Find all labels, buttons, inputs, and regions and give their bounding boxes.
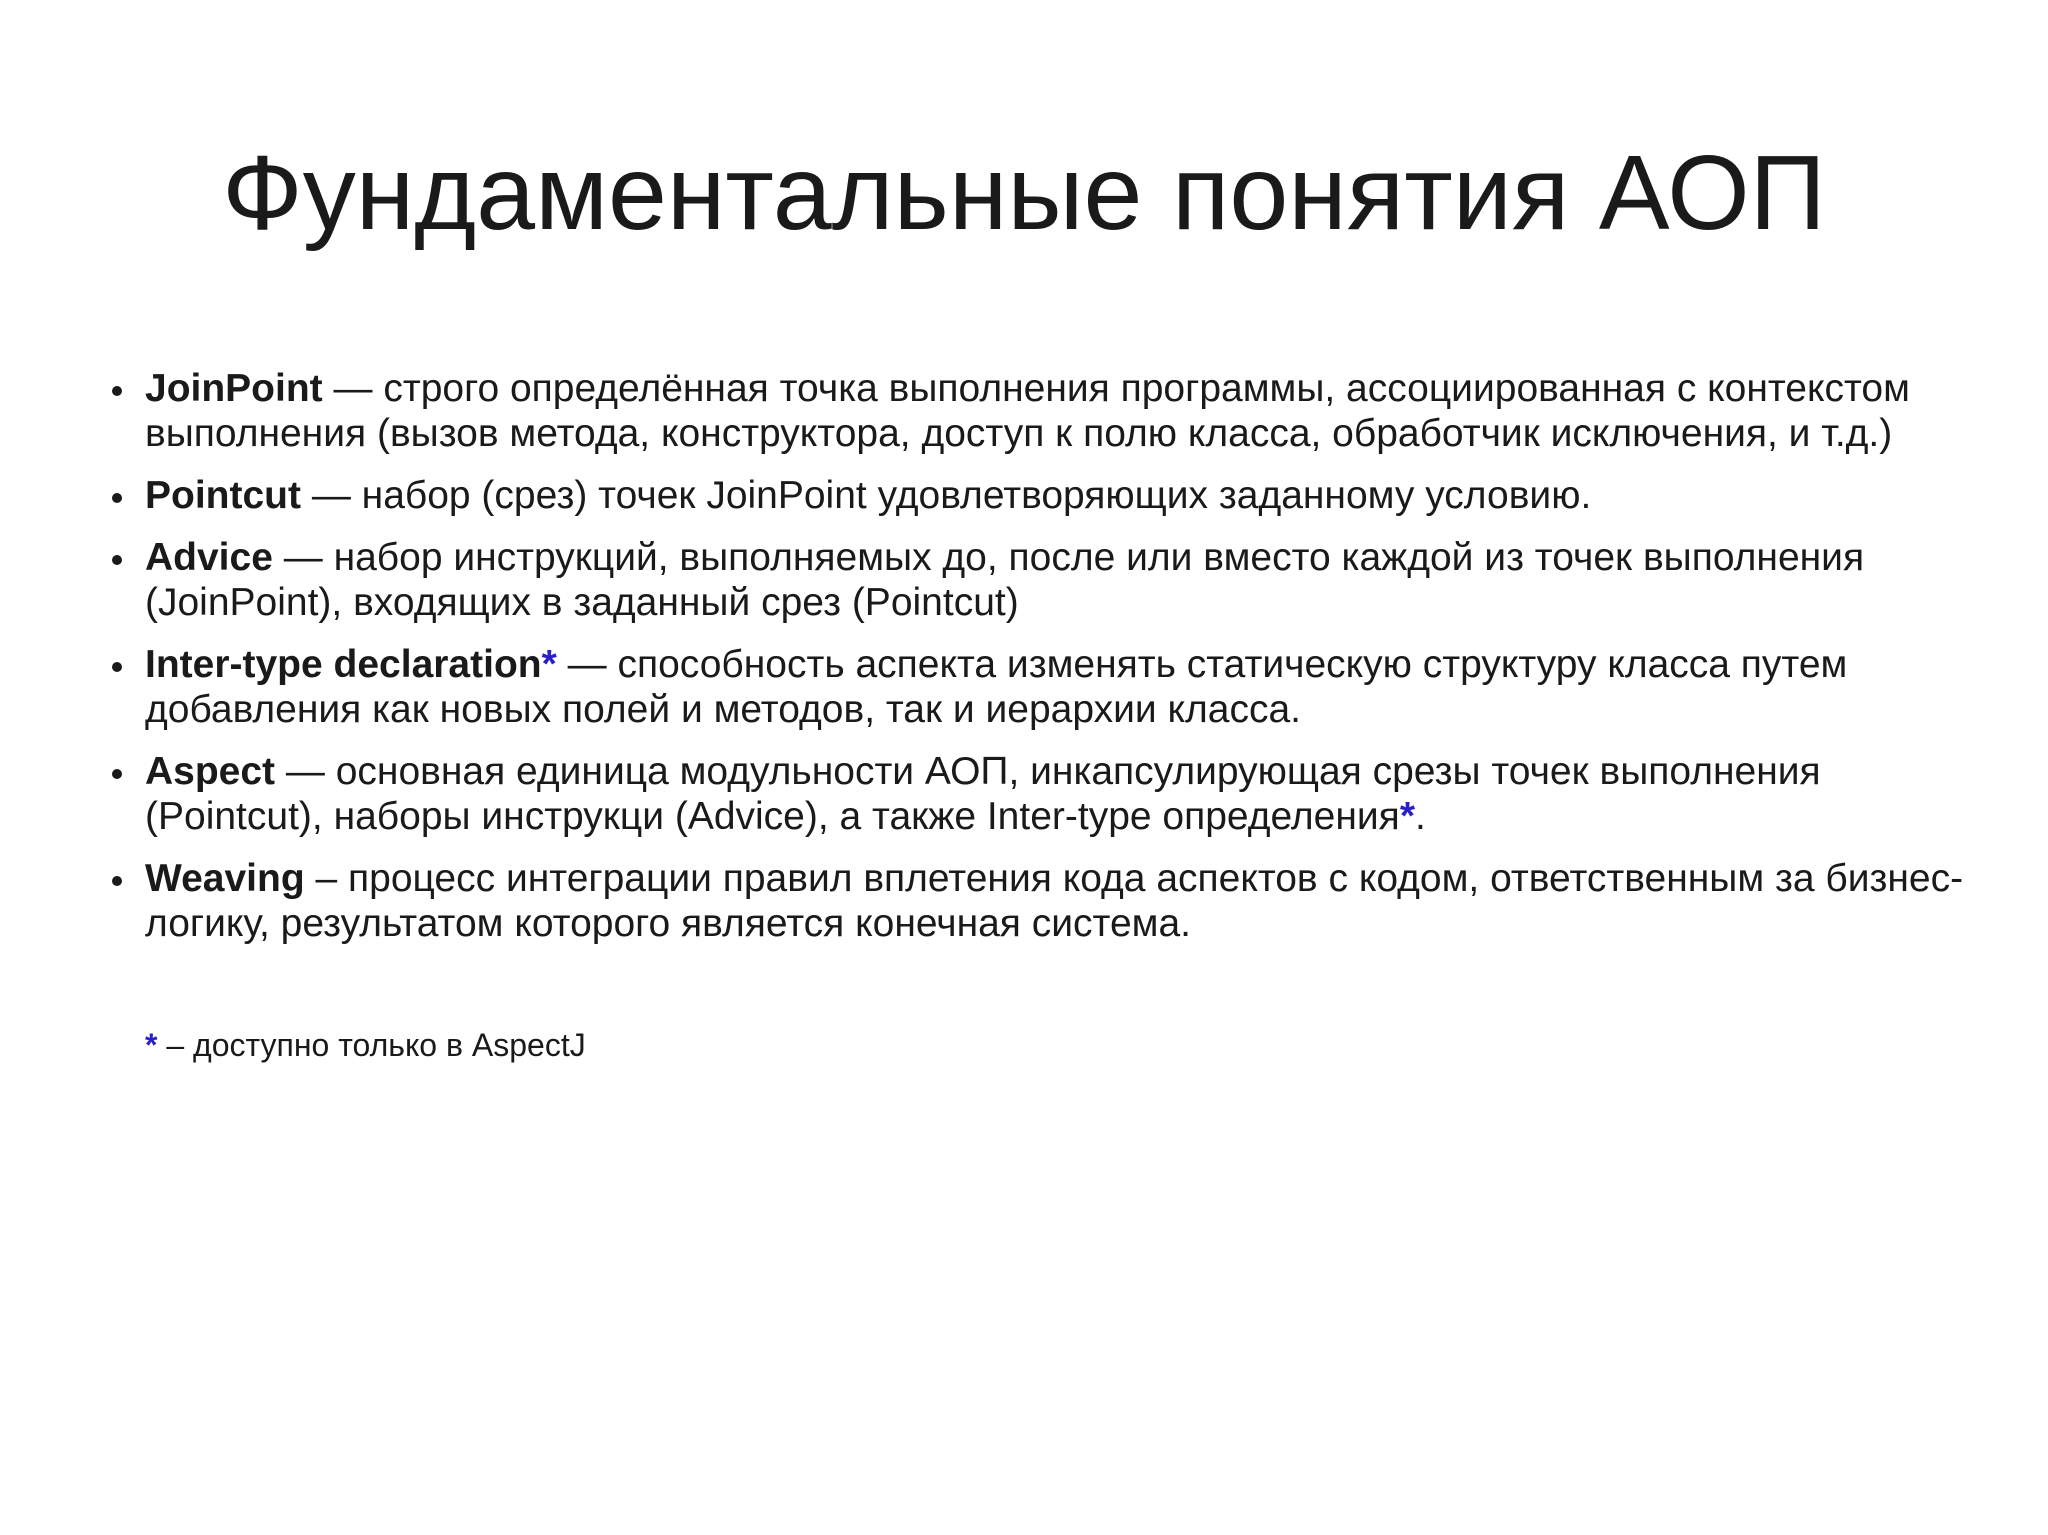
term-label: Weaving xyxy=(145,857,305,900)
footnote xyxy=(145,1025,586,1065)
bullet-icon xyxy=(112,493,122,503)
definition-list xyxy=(145,366,1975,963)
list-item-joinpoint xyxy=(145,366,1975,456)
definition-text: — строго определённая точка выполнения программы, ассоциированная с контекстом выполнения (вызов метода, конструктора, доступ к полю класса, обработчик исключения, и т.д.) xyxy=(145,367,1910,455)
list-item-weaving xyxy=(145,856,1975,946)
term-label: Inter-type declaration xyxy=(145,643,542,686)
trailing-asterisk-marker: * xyxy=(1399,795,1415,838)
footnote-text: – доступно только в AspectJ xyxy=(157,1027,586,1063)
bullet-icon xyxy=(112,769,122,779)
definition-text: — набор инструкций, выполняемых до, после или вместо каждой из точек выполнения (JoinPoint), входящих в заданный срез (Pointcut) xyxy=(145,536,1865,624)
term-label: JoinPoint xyxy=(145,367,323,410)
slide-title: Фундаментальные понятия АОП xyxy=(222,134,1826,252)
term-label: Pointcut xyxy=(145,474,301,517)
term-label: Aspect xyxy=(145,750,276,793)
bullet-icon xyxy=(112,386,122,396)
definition-text: — способность аспекта изменять статическую структуру класса путем добавления как новых полей и методов, так и иерархии класса. xyxy=(145,643,1848,731)
list-item-advice xyxy=(145,535,1975,625)
term-label: Advice xyxy=(145,536,273,579)
trailing-text: . xyxy=(1415,795,1426,838)
list-item-aspect xyxy=(145,749,1975,839)
definition-text: — основная единица модульности АОП, инкапсулирующая срезы точек выполнения (Pointcut), наборы инструкци (Advice), а также Inter-type определения xyxy=(145,750,1821,838)
definition-text: — набор (срез) точек JoinPoint удовлетворяющих заданному условию. xyxy=(300,474,1592,517)
list-item-pointcut xyxy=(145,473,1975,518)
list-item-inter-type-declaration xyxy=(145,642,1975,732)
definition-text: – процесс интеграции правил вплетения кода аспектов с кодом, ответственным за бизнес-логику, результатом которого является конечная система. xyxy=(145,857,1964,945)
asterisk-marker: * xyxy=(541,643,557,686)
footnote-asterisk-marker: * xyxy=(145,1027,158,1063)
bullet-icon xyxy=(112,555,122,565)
bullet-icon xyxy=(112,662,122,672)
bullet-icon xyxy=(112,876,122,886)
